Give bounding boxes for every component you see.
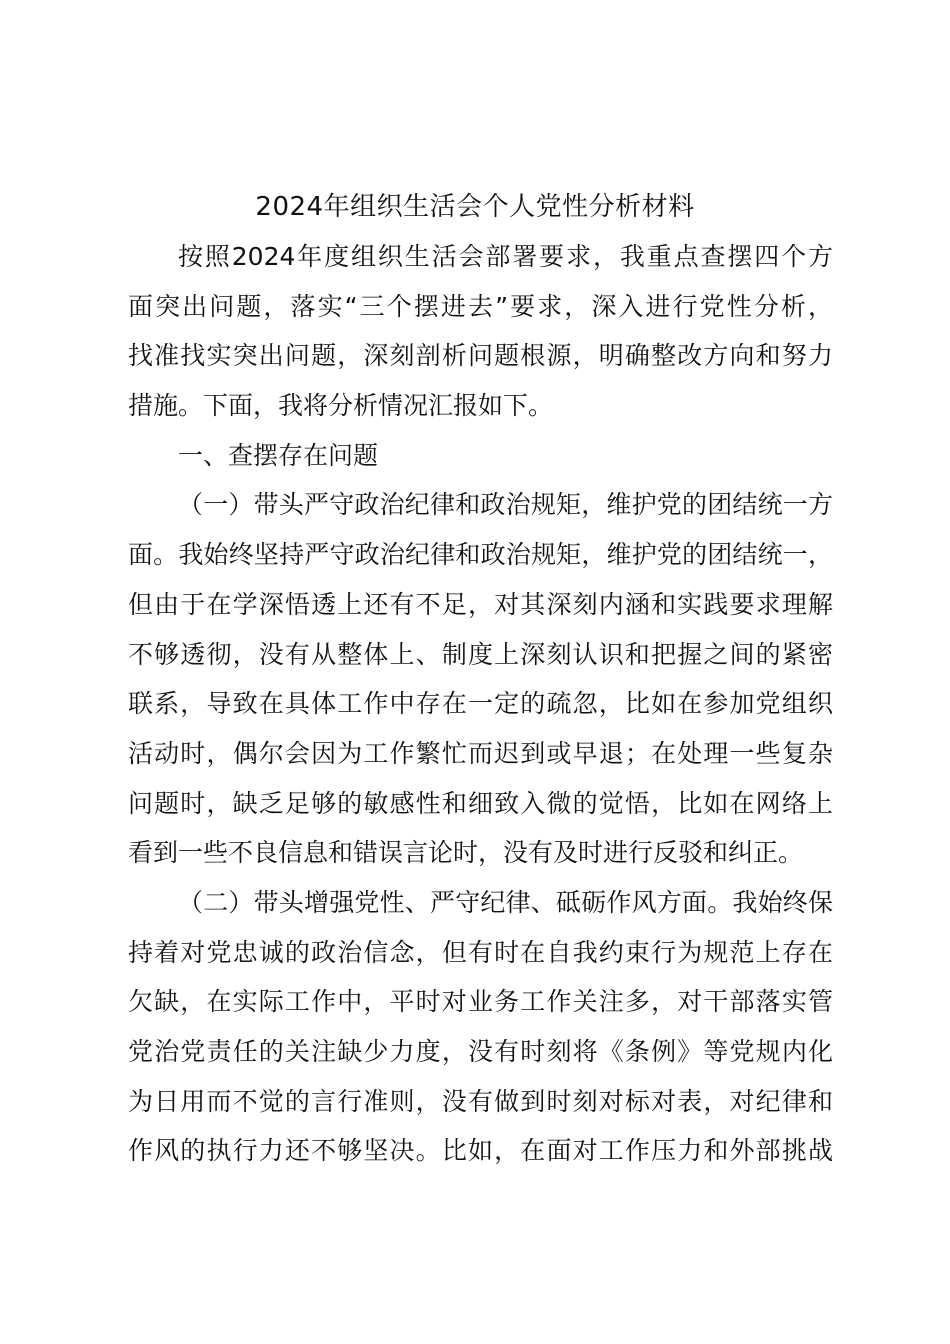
- body-line: 措施。下面，我将分析情况汇报如下。: [128, 391, 554, 421]
- body-line: 看到一些不良信息和错误言论时，没有及时进行反驳和纠正。: [128, 838, 804, 868]
- body-line: 欠缺，在实际工作中，平时对业务工作关注多，对干部落实管: [128, 987, 833, 1017]
- body-line: 为日用而不觉的言行准则，没有做到时刻对标对表，对纪律和: [128, 1086, 833, 1116]
- body-line: 联系，导致在具体工作中存在一定的疏忽，比如在参加党组织: [128, 689, 833, 719]
- body-line: 按照2024年度组织生活会部署要求，我重点查摆四个方: [178, 242, 833, 271]
- body-line: 一、查摆存在问题: [178, 440, 379, 470]
- body-line: 党治党责任的关注缺少力度，没有时刻将《条例》等党规内化: [128, 1037, 833, 1066]
- body-line: 问题时，缺乏足够的敏感性和细致入微的觉悟，比如在网络上: [128, 788, 833, 818]
- body-line: 面。我始终坚持严守政治纪律和政治规矩，维护党的团结统一，: [128, 540, 833, 570]
- document-body: [128, 232, 833, 1176]
- body-line: 面突出问题，落实“三个摆进去”要求，深入进行党性分析，: [128, 291, 833, 321]
- body-line: （二）带头增强党性、严守纪律、砥砺作风方面。我始终保: [178, 887, 833, 917]
- body-line: 但由于在学深悟透上还有不足，对其深刻内涵和实践要求理解: [128, 589, 833, 619]
- body-line: 找准找实突出问题，深刻剖析问题根源，明确整改方向和努力: [128, 341, 833, 371]
- body-line: 活动时，偶尔会因为工作繁忙而迟到或早退；在处理一些复杂: [128, 738, 833, 768]
- body-line: 作风的执行力还不够坚决。比如，在面对工作压力和外部挑战: [128, 1136, 833, 1166]
- body-line: 不够透彻，没有从整体上、制度上深刻认识和把握之间的紧密: [128, 639, 833, 669]
- document-title: 2024年组织生活会个人党性分析材料: [255, 192, 695, 222]
- body-line: 持着对党忠诚的政治信念，但有时在自我约束行为规范上存在: [128, 937, 833, 967]
- body-line: （一）带头严守政治纪律和政治规矩，维护党的团结统一方: [178, 490, 833, 520]
